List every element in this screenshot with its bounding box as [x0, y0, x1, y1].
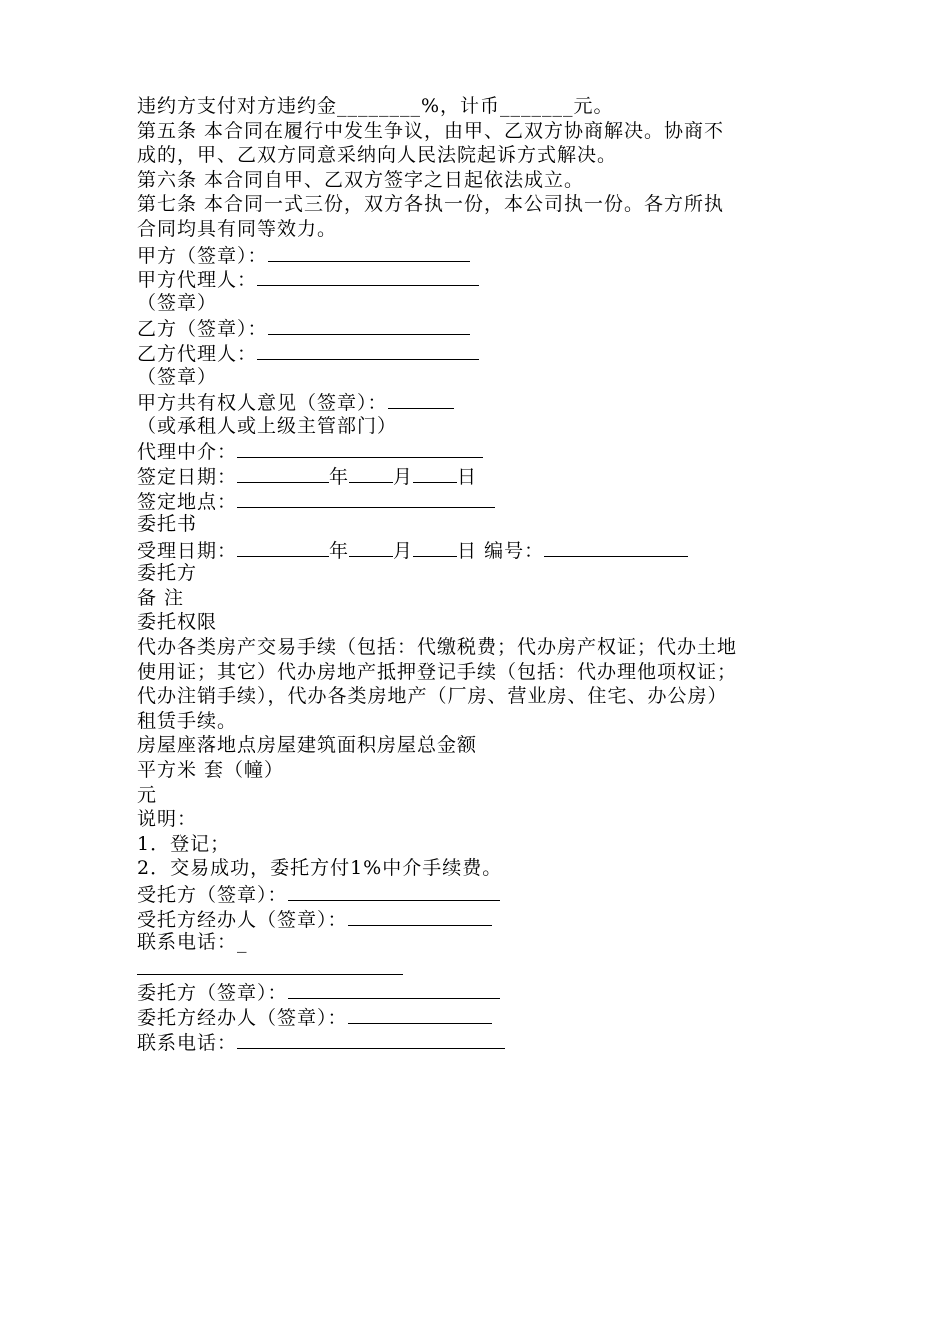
sign-place-row [137, 488, 817, 513]
sign-month-field[interactable] [349, 463, 393, 483]
party-b-signature-field[interactable] [268, 315, 470, 335]
party-b-agent-field[interactable] [257, 340, 479, 360]
client-agent-row [137, 1004, 817, 1029]
day-label: 日 [457, 539, 478, 562]
client-phone-field[interactable] [237, 1029, 505, 1049]
year-label: 年 [329, 465, 350, 488]
text-line: 成的，甲、乙双方同意采纳向人民法院起诉方式解决。 [137, 144, 618, 167]
trustee-row [137, 881, 817, 906]
trustee-signature-field[interactable] [288, 881, 500, 901]
remarks-label: 备 注 [137, 586, 185, 609]
authority-text: 代办各类房产交易手续（包括：代缴税费；代办房产权证；代办土地 [137, 636, 738, 659]
phone-label: 联系电话：_ [137, 931, 248, 954]
authority-text: 租赁手续。 [137, 709, 238, 732]
agency-row [137, 438, 817, 463]
client-agent-field[interactable] [348, 1004, 492, 1024]
month-label: 月 [393, 539, 414, 562]
authority-text: 使用证；其它）代办房地产抵押登记手续（包括：代办理他项权证； [137, 660, 738, 683]
number-field[interactable] [544, 537, 688, 557]
party-b-agent-row [137, 340, 817, 365]
party-b-agent-label: 乙方代理人： [137, 342, 258, 365]
text-line: 违约方支付对方违约金________%，计币_______元。 [137, 95, 614, 117]
authority-label: 委托权限 [137, 611, 218, 634]
co-owner-note: （或承租人或上级主管部门） [137, 414, 398, 437]
accept-date-row [137, 537, 817, 562]
accept-year-field[interactable] [237, 537, 329, 557]
document-page [137, 94, 817, 1053]
client-row [137, 979, 817, 1004]
accept-date-label: 受理日期： [137, 539, 238, 562]
sign-label: （签章） [137, 365, 218, 388]
day-label: 日 [457, 465, 478, 488]
party-a-row [137, 242, 817, 267]
text-line: 第五条 本合同在履行中发生争议，由甲、乙双方协商解决。协商不 [137, 119, 725, 142]
property-header: 房屋座落地点房屋建筑面积房屋总金额 [137, 734, 478, 757]
sign-place-label: 签定地点： [137, 490, 238, 513]
text-line: 第七条 本合同一式三份，双方各执一份，本公司执一份。各方所执 [137, 193, 725, 216]
party-a-signature-field[interactable] [268, 242, 470, 262]
trustee-agent-row [137, 906, 817, 931]
party-b-label: 乙方（签章）： [137, 318, 268, 341]
co-owner-label: 甲方共有权人意见（签章）： [137, 392, 388, 415]
sign-date-label: 签定日期： [137, 465, 238, 488]
party-a-agent-row [137, 266, 817, 291]
agency-field[interactable] [237, 438, 483, 458]
currency-unit: 元 [137, 783, 158, 806]
sign-year-field[interactable] [237, 463, 329, 483]
party-a-agent-label: 甲方代理人： [137, 269, 258, 292]
notes-item: 2．交易成功，委托方付1%中介手续费。 [137, 857, 503, 880]
trustee-agent-label: 受托方经办人（签章）： [137, 908, 348, 931]
notes-item: 1．登记； [137, 832, 231, 855]
client-signature-field[interactable] [288, 979, 500, 999]
trustee-label: 受托方（签章）： [137, 884, 288, 906]
notes-title: 说明： [137, 808, 198, 831]
sign-place-field[interactable] [237, 488, 495, 508]
trustee-phone-row [137, 930, 817, 955]
client-phone-row [137, 1029, 817, 1054]
party-a-agent-field[interactable] [257, 266, 479, 286]
party-a-label: 甲方（签章）： [137, 244, 268, 267]
commission-title: 委托书 [137, 513, 198, 536]
client-agent-label: 委托方经办人（签章）： [137, 1006, 348, 1029]
month-label: 月 [393, 465, 414, 488]
trustee-phone-continuation [137, 955, 817, 980]
year-label: 年 [329, 539, 350, 562]
text-line: 合同均具有同等效力。 [137, 217, 338, 240]
agency-label: 代理中介： [137, 441, 238, 464]
sign-label: （签章） [137, 291, 218, 314]
sign-date-row [137, 463, 817, 488]
phone-label: 联系电话： [137, 1031, 238, 1054]
sign-day-field[interactable] [413, 463, 457, 483]
authority-text: 代办注销手续），代办各类房地产（厂房、营业房、住宅、办公房） [137, 685, 728, 708]
client-signature-label: 委托方（签章）： [137, 982, 288, 1005]
property-units: 平方米 套（幢） [137, 759, 285, 782]
co-owner-row [137, 389, 817, 414]
accept-day-field[interactable] [413, 537, 457, 557]
client-label: 委托方 [137, 562, 198, 585]
trustee-agent-field[interactable] [348, 906, 492, 926]
accept-month-field[interactable] [349, 537, 393, 557]
trustee-phone-field[interactable] [137, 955, 403, 975]
party-b-row [137, 315, 817, 340]
text-line: 第六条 本合同自甲、乙双方签字之日起依法成立。 [137, 168, 585, 191]
co-owner-field[interactable] [388, 389, 454, 409]
number-label: 编号： [477, 539, 545, 562]
